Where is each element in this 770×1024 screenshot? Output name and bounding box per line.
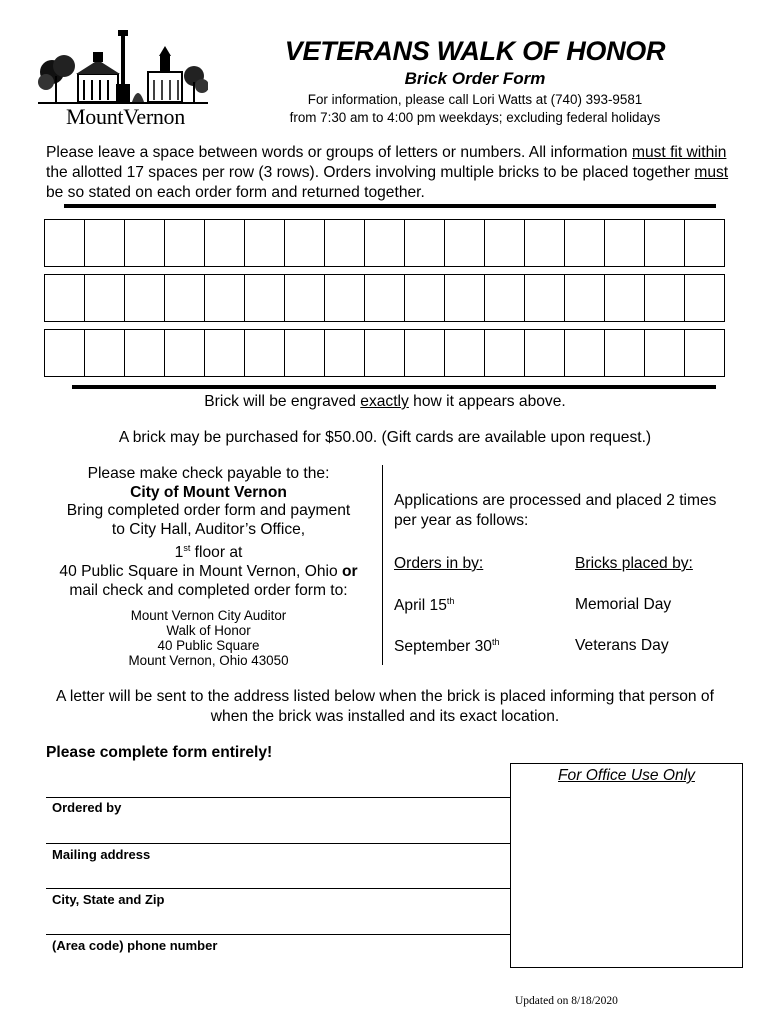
letter-space[interactable] bbox=[605, 330, 645, 376]
floor-rest: floor at bbox=[190, 544, 243, 562]
instructions-must-fit: must fit within bbox=[631, 144, 727, 161]
letter-note: A letter will be sent to the address listed below when the brick is placed informing that person of when the brick was installed and its exact location. bbox=[56, 688, 714, 725]
floor-line bbox=[36, 539, 381, 563]
bring-line: Bring completed order form and payment bbox=[66, 502, 351, 520]
office-use-box bbox=[510, 763, 743, 968]
letter-space[interactable] bbox=[365, 330, 405, 376]
letter-space[interactable] bbox=[685, 275, 724, 321]
mailing-address-block bbox=[36, 608, 381, 668]
letter-space[interactable] bbox=[165, 220, 205, 266]
floor-superscript: st bbox=[183, 543, 191, 554]
letter-space[interactable] bbox=[365, 275, 405, 321]
letter-space[interactable] bbox=[645, 330, 685, 376]
contact-info-line2: from 7:30 am to 4:00 pm weekdays; excluding federal holidays bbox=[289, 110, 661, 125]
schedule-row2-placed: Veterans Day bbox=[575, 637, 669, 654]
office-use-label: For Office Use Only bbox=[558, 767, 695, 784]
letter-space[interactable] bbox=[165, 275, 205, 321]
bottom-divider bbox=[72, 385, 716, 389]
bricks-placed-header: Bricks placed by: bbox=[575, 555, 693, 572]
payment-instructions bbox=[36, 465, 381, 668]
address-line3: 40 Public Square bbox=[157, 638, 260, 654]
letter-space[interactable] bbox=[365, 220, 405, 266]
letter-space[interactable] bbox=[565, 220, 605, 266]
brick-row-1 bbox=[44, 219, 725, 267]
letter-space[interactable] bbox=[445, 220, 485, 266]
orders-in-header: Orders in by: bbox=[394, 555, 484, 572]
floor-number: 1 bbox=[174, 544, 184, 562]
address-line4: Mount Vernon, Ohio 43050 bbox=[128, 653, 289, 669]
letter-space[interactable] bbox=[685, 330, 724, 376]
letter-space[interactable] bbox=[565, 330, 605, 376]
letter-space[interactable] bbox=[405, 220, 445, 266]
top-divider bbox=[64, 204, 716, 208]
letter-space[interactable] bbox=[125, 275, 165, 321]
letter-space[interactable] bbox=[85, 220, 125, 266]
letter-space[interactable] bbox=[565, 275, 605, 321]
city-state-zip-line[interactable] bbox=[46, 888, 510, 889]
letter-space[interactable] bbox=[605, 220, 645, 266]
letter-space[interactable] bbox=[85, 330, 125, 376]
square-text: 40 Public Square in Mount Vernon, Ohio bbox=[59, 563, 342, 581]
engrave-after: how it appears above. bbox=[408, 393, 566, 410]
brick-row-3 bbox=[44, 329, 725, 377]
column-divider bbox=[382, 465, 383, 665]
letter-space[interactable] bbox=[245, 330, 285, 376]
letter-space[interactable] bbox=[445, 275, 485, 321]
complete-note: Please complete form entirely! bbox=[46, 744, 273, 761]
letter-space[interactable] bbox=[125, 330, 165, 376]
row2-date-sup: th bbox=[491, 637, 500, 647]
mailing-address-line[interactable] bbox=[46, 843, 510, 844]
letter-space[interactable] bbox=[245, 220, 285, 266]
letter-space[interactable] bbox=[645, 220, 685, 266]
page-subtitle: Brick Order Form bbox=[404, 69, 546, 88]
phone-label: (Area code) phone number bbox=[52, 938, 218, 953]
letter-space[interactable] bbox=[485, 330, 525, 376]
instructions-must: must bbox=[694, 164, 729, 181]
processing-text bbox=[394, 491, 734, 531]
page-title: VETERANS WALK OF HONOR bbox=[284, 36, 666, 66]
letter-space[interactable] bbox=[85, 275, 125, 321]
letter-space[interactable] bbox=[405, 330, 445, 376]
schedule-row1-placed: Memorial Day bbox=[575, 596, 672, 613]
instructions-paragraph bbox=[46, 143, 736, 203]
phone-line[interactable] bbox=[46, 934, 510, 935]
city-hall-line: to City Hall, Auditor’s Office, bbox=[111, 520, 306, 538]
letter-space[interactable] bbox=[285, 220, 325, 266]
letter-space[interactable] bbox=[45, 220, 85, 266]
price-note: A brick may be purchased for $50.00. (Gift cards are available upon request.) bbox=[118, 429, 652, 446]
row1-date-text: April 15 bbox=[394, 597, 447, 615]
letter-space[interactable] bbox=[405, 275, 445, 321]
letter-space[interactable] bbox=[645, 275, 685, 321]
letter-space[interactable] bbox=[205, 275, 245, 321]
payable-line: Please make check payable to the: bbox=[87, 465, 330, 482]
schedule-row1-date bbox=[394, 596, 454, 615]
or-text: or bbox=[342, 563, 358, 581]
engrave-note bbox=[40, 393, 730, 411]
brick-row-2 bbox=[44, 274, 725, 322]
mail-line: mail check and completed order form to: bbox=[69, 581, 348, 599]
instructions-part3: be so stated on each order form and returned together. bbox=[46, 184, 425, 201]
address-line1: Mount Vernon City Auditor bbox=[130, 608, 287, 624]
letter-space[interactable] bbox=[325, 220, 365, 266]
letter-space[interactable] bbox=[525, 275, 565, 321]
ordered-by-line[interactable] bbox=[46, 797, 510, 798]
letter-space[interactable] bbox=[45, 330, 85, 376]
row2-date-text: September 30 bbox=[394, 638, 492, 656]
letter-space[interactable] bbox=[325, 275, 365, 321]
schedule-row2-date bbox=[394, 637, 499, 656]
address-line2: Walk of Honor bbox=[166, 623, 251, 639]
contact-info-line1: For information, please call Lori Watts at (740) 393-9581 bbox=[307, 92, 643, 107]
row1-date-sup: th bbox=[446, 596, 455, 606]
letter-space[interactable] bbox=[245, 275, 285, 321]
letter-space[interactable] bbox=[485, 220, 525, 266]
letter-space[interactable] bbox=[285, 330, 325, 376]
letter-space[interactable] bbox=[685, 220, 724, 266]
instructions-part1: Please leave a space between words or groups of letters or numbers. All information bbox=[46, 144, 632, 161]
letter-space[interactable] bbox=[205, 330, 245, 376]
letter-space[interactable] bbox=[525, 330, 565, 376]
mailing-address-label: Mailing address bbox=[52, 847, 151, 862]
instructions-part2: the allotted 17 spaces per row (3 rows). Orders involving multiple bricks to be placed together bbox=[46, 164, 695, 181]
letter-space[interactable] bbox=[165, 330, 205, 376]
letter-space[interactable] bbox=[485, 275, 525, 321]
letter-space[interactable] bbox=[445, 330, 485, 376]
letter-space[interactable] bbox=[285, 275, 325, 321]
payee-name: City of Mount Vernon bbox=[130, 483, 287, 501]
city-state-zip-label: City, State and Zip bbox=[52, 892, 165, 907]
engrave-exactly: exactly bbox=[360, 393, 409, 410]
letter-space[interactable] bbox=[525, 220, 565, 266]
letter-space[interactable] bbox=[125, 220, 165, 266]
letter-space[interactable] bbox=[605, 275, 645, 321]
letter-space[interactable] bbox=[205, 220, 245, 266]
updated-date: Updated on 8/18/2020 bbox=[515, 995, 618, 1007]
letter-space[interactable] bbox=[325, 330, 365, 376]
processing-description: Applications are processed and placed 2 times per year as follows: bbox=[394, 492, 717, 529]
engrave-before: Brick will be engraved bbox=[204, 393, 361, 410]
logo-text: MountVernon bbox=[66, 104, 185, 129]
ordered-by-label: Ordered by bbox=[52, 800, 122, 815]
letter-space[interactable] bbox=[45, 275, 85, 321]
square-line bbox=[36, 563, 381, 582]
